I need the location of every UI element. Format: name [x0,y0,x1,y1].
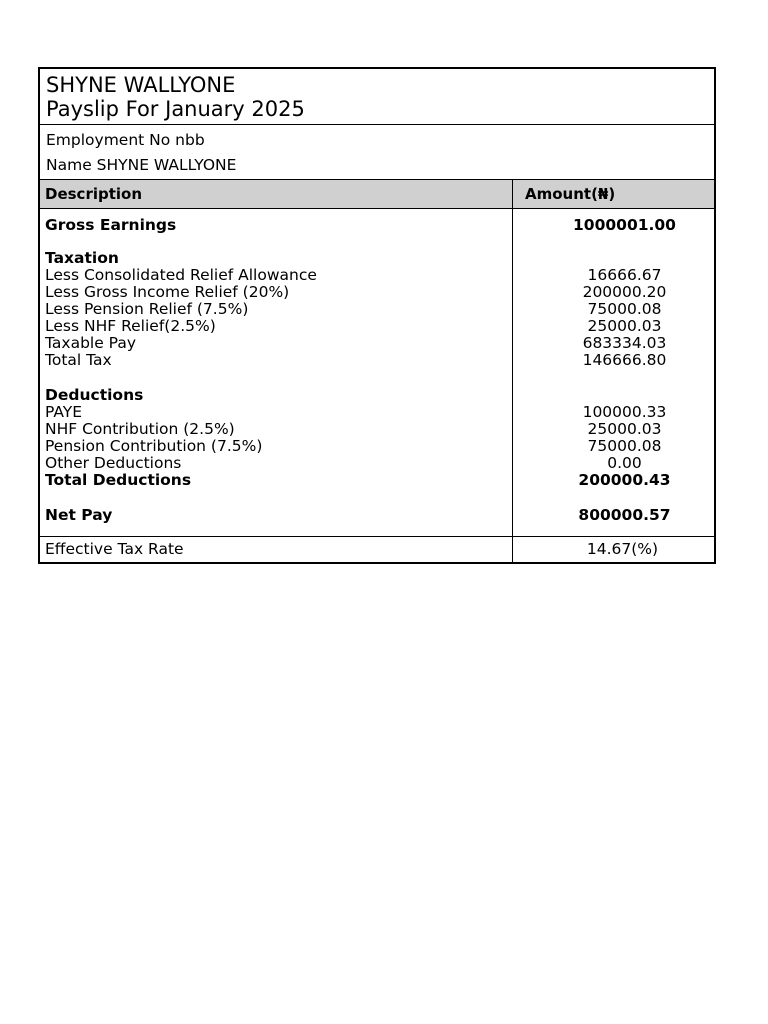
deduction-row-label: PAYE [45,403,83,421]
effective-tax-label: Effective Tax Rate [40,537,513,562]
tax-row-value: 200000.20 [582,283,667,301]
deduction-row-value: 75000.08 [587,437,662,455]
gross-earnings-value: 1000001.00 [573,216,676,234]
column-header-row [40,180,714,209]
net-pay-label: Net Pay [45,506,113,524]
tax-row-label: Less NHF Relief(2.5%) [45,317,216,335]
deduction-row-label: NHF Contribution (2.5%) [45,420,235,438]
total-deductions-value: 200000.43 [578,471,671,489]
amount-column-header: Amount(₦) [525,185,616,203]
tax-row-value: 16666.67 [587,266,662,284]
description-column-header: Description [40,180,513,208]
description-column [40,209,513,536]
tax-row-label: Total Tax [45,351,112,369]
deduction-row-label: Other Deductions [45,454,182,472]
tax-row-label: Less Gross Income Relief (20%) [45,283,290,301]
employee-name: Name SHYNE WALLYONE [46,156,237,174]
payslip-title: Payslip For January 2025 [46,97,305,121]
amount-column [513,209,714,536]
tax-row-label: Less Pension Relief (7.5%) [45,300,249,318]
deductions-heading: Deductions [45,386,144,404]
payslip-header [40,69,714,125]
tax-row-label: Less Consolidated Relief Allowance [45,266,317,284]
deduction-row-value: 100000.33 [582,403,667,421]
payslip-body [40,209,714,537]
taxation-heading: Taxation [45,249,119,267]
employee-name-heading: SHYNE WALLYONE [46,73,236,97]
deduction-row-label: Pension Contribution (7.5%) [45,437,263,455]
total-deductions-label: Total Deductions [45,471,192,489]
gross-earnings-label: Gross Earnings [45,216,177,234]
tax-row-value: 25000.03 [587,317,662,335]
tax-row-value: 683334.03 [582,334,667,352]
employee-info [40,125,714,180]
deduction-row-value: 0.00 [607,454,642,472]
tax-row-label: Taxable Pay [45,334,137,352]
tax-row-value: 75000.08 [587,300,662,318]
net-pay-value: 800000.57 [578,506,671,524]
payslip-table [38,67,716,564]
employment-number: Employment No nbb [46,131,205,149]
tax-row-value: 146666.80 [582,351,667,369]
effective-tax-value: 14.67(%) [586,540,659,558]
deduction-row-value: 25000.03 [587,420,662,438]
effective-tax-row [40,537,714,562]
